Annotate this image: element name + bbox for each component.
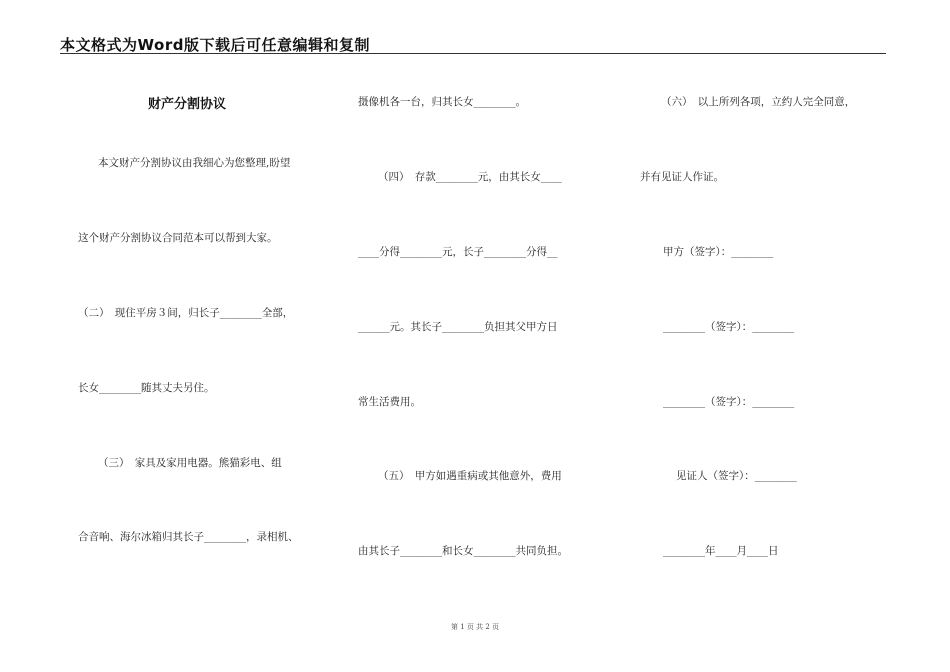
header-divider bbox=[60, 53, 886, 54]
col3-line-5: ________（签字）：________ bbox=[663, 396, 795, 408]
col1-line-4: 长女________随其丈夫另住。 bbox=[78, 382, 215, 394]
col3-line-3: 甲方（签字）：________ bbox=[663, 246, 774, 258]
col2-line-3: ____分得________元，长子________分得__ bbox=[358, 246, 558, 258]
col3-line-7: ________年____月____日 bbox=[663, 545, 779, 557]
col3-line-4: ________（签字）：________ bbox=[663, 321, 795, 333]
col2-line-7: 由其长子________和长女________共同负担。 bbox=[358, 545, 568, 557]
col2-line-4: ______元。其长子________负担其父甲方日 bbox=[358, 321, 558, 333]
col2-line-2: （四） 存款________元，由其长女____ bbox=[378, 171, 562, 183]
col1-line-6: 合音响、海尔冰箱归其长子________，录相机、 bbox=[78, 531, 299, 543]
col2-line-6: （五） 甲方如遇重病或其他意外，费用 bbox=[378, 470, 562, 482]
page-number: 第 1 页 共 2 页 bbox=[450, 623, 500, 631]
col2-line-1: 摄像机各一台，归其长女________。 bbox=[358, 96, 526, 108]
col3-line-1: （六） 以上所列各项，立约人完全同意， bbox=[661, 96, 856, 108]
col3-line-6: 见证人（签字）：________ bbox=[676, 470, 797, 482]
col2-line-5: 常生活费用。 bbox=[358, 396, 421, 408]
col1-line-1: 本文财产分割协议由我细心为您整理,盼望 bbox=[98, 157, 291, 169]
col1-line-3: （二） 现住平房３间，归长子________全部， bbox=[78, 307, 294, 319]
col1-line-5: （三） 家具及家用电器。熊猫彩电、组 bbox=[98, 457, 282, 469]
document-title: 财产分割协议 bbox=[148, 97, 227, 112]
col3-line-2: 并有见证人作证。 bbox=[640, 171, 724, 183]
col1-line-2: 这个财产分割协议合同范本可以帮到大家。 bbox=[78, 232, 278, 244]
document-header: 本文格式为Word版下载后可任意编辑和复制 bbox=[60, 36, 370, 54]
